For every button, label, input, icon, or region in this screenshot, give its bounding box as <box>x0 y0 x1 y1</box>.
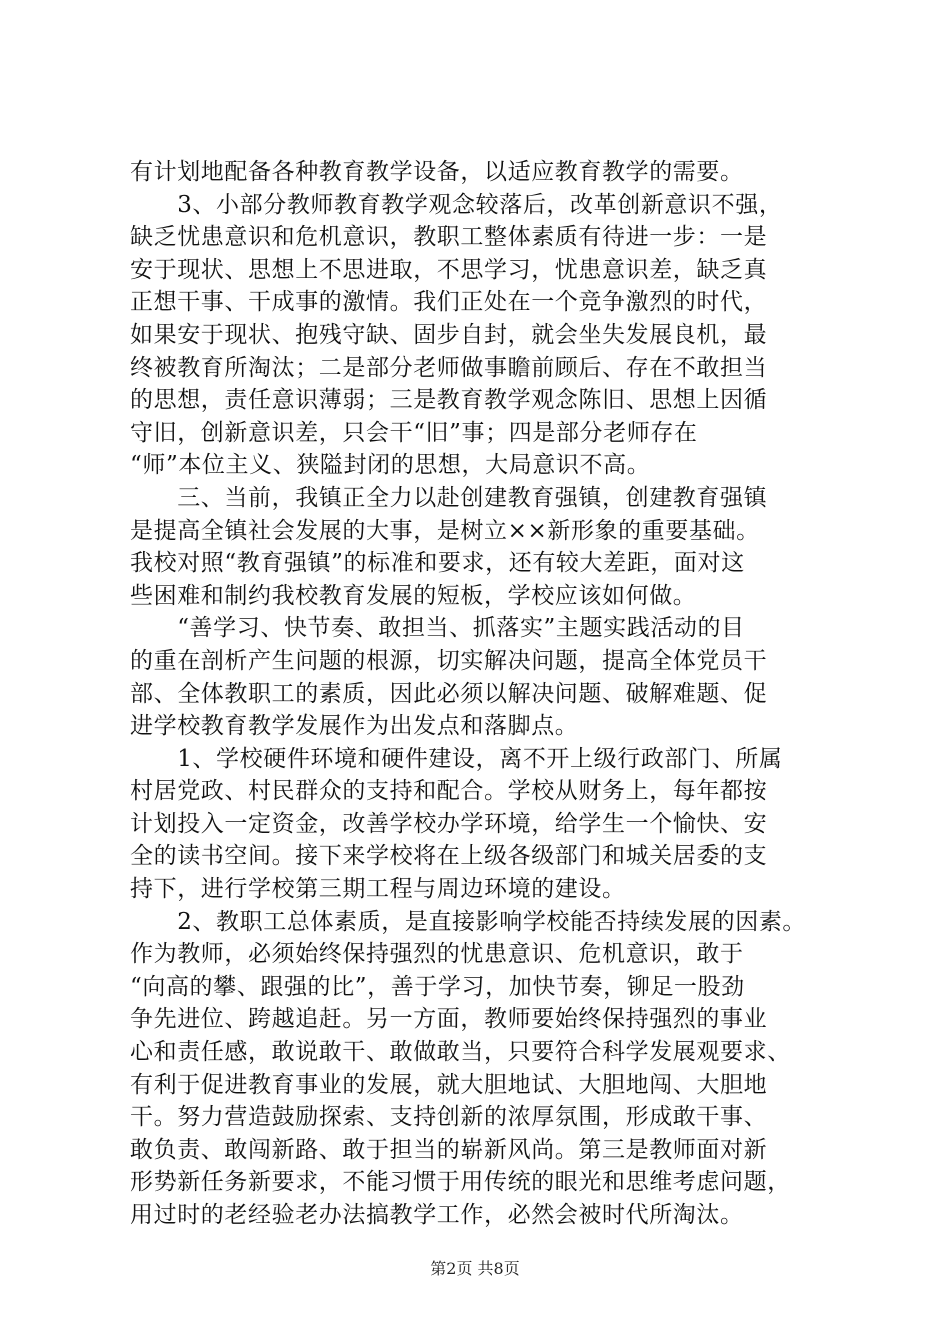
body-text-line: 全的读书空间。接下来学校将在上级各级部门和城关居委的支 <box>130 843 768 870</box>
page-footer <box>0 1256 950 1279</box>
body-text-line: 形势新任务新要求，不能习惯于用传统的眼光和思维考虑问题， <box>130 1169 791 1196</box>
body-text-line: 三、当前，我镇正全力以赴创建教育强镇，创建教育强镇 <box>130 484 768 511</box>
body-text-line: 部、全体教职工的素质，因此必须以解决问题、破解难题、促 <box>130 680 768 707</box>
body-text-line: 安于现状、思想上不思进取，不思学习，忧患意识差，缺乏真 <box>130 256 768 283</box>
body-text-line: 用过时的老经验老办法搞教学工作，必然会被时代所淘汰。 <box>130 1202 744 1228</box>
body-text-line: 2、教职工总体素质，是直接影响学校能否持续发展的因素。 <box>130 908 807 935</box>
body-text-line: “师”本位主义、狭隘封闭的思想，大局意识不高。 <box>130 452 651 479</box>
body-text-line: 持下，进行学校第三期工程与周边环境的建设。 <box>130 876 626 903</box>
body-text-line: 有利于促进教育事业的发展，就大胆地试、大胆地闯、大胆地 <box>130 1071 768 1098</box>
body-text-line: 守旧，创新意识差，只会干“旧”事；四是部分老师存在 <box>130 419 698 446</box>
body-text-line: 作为教师，必须始终保持强烈的忧患意识、危机意识，敢于 <box>130 941 744 968</box>
body-text-line: 进学校教育教学发展作为出发点和落脚点。 <box>130 713 579 740</box>
document-body <box>130 156 830 1232</box>
body-text-line: 我校对照“教育强镇”的标准和要求，还有较大差距，面对这 <box>130 550 745 577</box>
body-text-line: 正想干事、干成事的激情。我们正处在一个竞争激烈的时代， <box>130 289 768 316</box>
body-text-line: “善学习、快节奏、敢担当、抓落实”主题实践活动的目 <box>130 615 745 642</box>
body-text-line: 的重在剖析产生问题的根源，切实解决问题，提高全体党员干 <box>130 647 768 674</box>
body-text-line: “向高的攀、跟强的比”，善于学习，加快节奏，铆足一股劲 <box>130 973 745 1000</box>
body-text-line: 敢负责、敢闯新路、敢于担当的崭新风尚。第三是教师面对新 <box>130 1136 768 1163</box>
body-text-line: 1、学校硬件环境和硬件建设，离不开上级行政部门、所属 <box>130 745 783 772</box>
body-text-line: 干。努力营造鼓励探索、支持创新的浓厚氛围，形成敢干事、 <box>130 1104 768 1131</box>
body-text-line: 有计划地配备各种教育教学设备，以适应教育教学的需要。 <box>130 159 744 185</box>
page-number-indicator: 第2页 共8页 <box>430 1259 520 1278</box>
body-text-line: 缺乏忧患意识和危机意识，教职工整体素质有待进一步：一是 <box>130 224 768 251</box>
body-text-line: 3、小部分教师教育教学观念较落后，改革创新意识不强， <box>130 191 783 218</box>
body-text-line: 终被教育所淘汰；二是部分老师做事瞻前顾后、存在不敢担当 <box>130 354 768 381</box>
body-text-line: 的思想，责任意识薄弱；三是教育教学观念陈旧、思想上因循 <box>130 387 768 414</box>
body-text-line: 如果安于现状、抱残守缺、固步自封，就会坐失发展良机，最 <box>130 321 768 348</box>
body-text-line: 村居党政、村民群众的支持和配合。学校从财务上，每年都按 <box>130 778 768 805</box>
body-text-line: 些困难和制约我校教育发展的短板，学校应该如何做。 <box>130 582 697 609</box>
body-text-line: 是提高全镇社会发展的大事，是树立××新形象的重要基础。 <box>130 517 760 544</box>
body-text-line: 争先进位、跨越追赶。另一方面，教师要始终保持强烈的事业 <box>130 1006 768 1033</box>
body-text-line: 心和责任感，敢说敢干、敢做敢当，只要符合科学发展观要求、 <box>130 1039 791 1066</box>
body-text-line: 计划投入一定资金，改善学校办学环境，给学生一个愉快、安 <box>130 810 768 837</box>
